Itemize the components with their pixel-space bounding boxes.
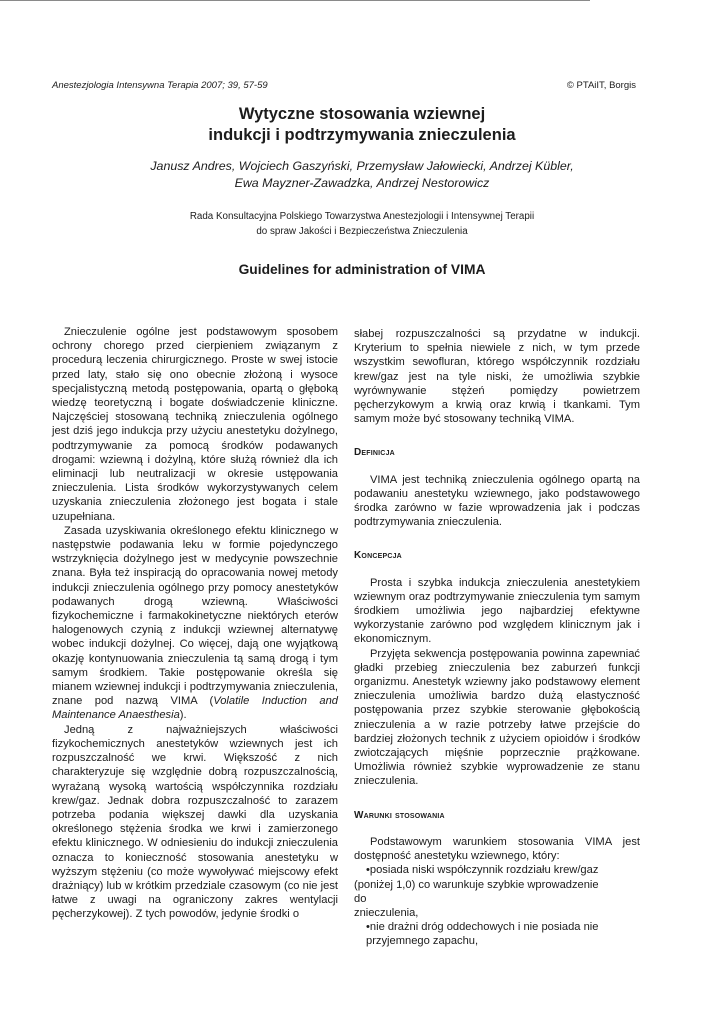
list-item: do: [354, 892, 367, 905]
left-column: [52, 325, 338, 922]
paragraph: Przyjęta sekwencja postępowania powinna zapewniać gładki przebieg znieczulenia bez zaburzeń funkcji organizmu. Anestetyk wziewny jako podstawowy element znieczulenia umożliwia bardzo dużą elastyczność postępowania przez szybkie sterowanie głębokością znieczulenia a w razie potrzeby łatwe przejście do bardziej złożonych technik z użyciem opioidów i środków zwiotczających mięśnie poprzecznie prążkowane. Umożliwia również szybkie wyprowadzenie ze stanu znieczulenia.: [354, 647, 640, 788]
paragraph-text: Zasada uzyskiwania określonego efektu klinicznego w następstwie podawania leku w formie pojedynczego wstrzyknięcia dożylnego jest w medycynie powszechnie znana. Była też inspiracją do opracowania nowej metody indukcji znieczulenia ogólnego przy pomocy anestetyków podawanych drogą wziewną. Właściwości fizykochemiczne i farmakokinetyczne niektórych eterów halogenowych czynią z indukcji wziewnej alternatywę wobec indukcji dożylnej. Co więcej, dają one wyjątkową okazję kontynuowania znieczulenia tą samą drogą i tym samym środkiem. Takie postępowanie określa się mianem wziewnej indukcji i podtrzymywania znieczulenia, znane pod nazwą VIMA (: [52, 524, 338, 708]
list-item: znieczulenia,: [354, 906, 419, 919]
paragraph-text: ).: [179, 709, 187, 722]
authors-line-1: Janusz Andres, Wojciech Gaszyński, Przemysław Jałowiecki, Andrzej Kübler,: [150, 159, 574, 173]
article-title: [52, 104, 672, 146]
list-item: •nie drażni dróg oddechowych i nie posiada nie: [366, 921, 599, 934]
list-item: •posiada niski współczynnik rozdziału krew/gaz: [366, 864, 599, 877]
authors: [52, 158, 672, 192]
authors-line-2: Ewa Mayzner-Zawadzka, Andrzej Nestorowicz: [234, 176, 490, 190]
paragraph: Znieczulenie ogólne jest podstawowym sposobem ochrony chorego przed cierpieniem związanym z procedurą leczenia chirurgicznego. Proste w swej istocie przed laty, stało się ono obecnie złożoną i wysoce specjalistyczną metodą postępowania, opartą o głęboką wiedzę teoretyczną i bogate doświadczenie kliniczne. Najczęściej stosowaną techniką znieczulenia ogólnego jest dziś jego indukcja przy użyciu anestetyku dożylnego, podtrzymywanie za pomocą środków podawanych drogami: wziewną i dożylną, które służą również dla ich eliminacji lub neutralizacji w okresie ustępowania znieczulenia. Lista środków wykorzystywanych celem uzyskania znieczulenia złożonego jest bogata i stale uzupełniana.: [52, 326, 338, 523]
affiliation-line-2: do spraw Jakości i Bezpieczeństwa Znieczulenia: [256, 226, 468, 237]
paragraph: Prosta i szybka indukcja znieczulenia anestetykiem wziewnym oraz podtrzymywanie znieczulenia tym samym środkiem umożliwia jego najbardziej efektywne wykorzystanie zarówno pod względem klinicznym jak i ekonomicznym.: [354, 576, 640, 646]
journal-citation: Anestezjologia Intensywna Terapia 2007; 39, 57-59: [52, 80, 268, 91]
paragraph: słabej rozpuszczalności są przydatne w indukcji. Kryterium to spełnia niewiele z nich, w tym przede wszystkim sewofluran, którego współczynnik rozdziału krew/gaz jest na tyle niski, że umożliwia szybkie wyrównywanie stężeń pomiędzy powietrzem pęcherzykowym a krwią oraz krwią i tkankami. Tym samym może być stosowany techniką VIMA.: [354, 328, 640, 426]
title-line-1: Wytyczne stosowania wziewnej: [238, 105, 486, 123]
list-item: przyjemnego zapachu,: [366, 935, 479, 948]
title-line-2: indukcji i podtrzymywania znieczulenia: [208, 126, 516, 144]
section-heading-definicja: Definicja: [354, 447, 395, 459]
top-rule: [0, 0, 590, 1]
paragraph: Jedną z najważniejszych właściwości fizykochemicznych anestetyków wziewnych jest ich rozpuszczalność we krwi. Większość z nich charakteryzuje się względnie dobrą rozpuszczalnością, wyrażaną wysoką wartością współczynnika rozdziału krew/gaz. Jednak dobra rozpuszczalność to zarazem potrzeba podania większej dawki dla uzyskania określonego stężenia środka we krwi i zamierzonego efektu klinicznego. W odniesieniu do indukcji znieczulenia oznacza to konieczność stosowania anestetyku w wyższym stężeniu (co może wywoływać miejscowy efekt drażniący) lub w krótkim przedziale czasowym (co nie jest łatwe z uwagi na ograniczony zakres wentylacji pęcherzykowej). Z tych powodów, jedynie środki o: [52, 723, 338, 921]
section-heading-koncepcja: Koncepcja: [354, 550, 402, 562]
copyright: © PTAiIT, Borgis: [566, 80, 636, 91]
right-column: [354, 327, 640, 949]
requirements-list: [354, 863, 640, 948]
affiliation-line-1: Rada Konsultacyjna Polskiego Towarzystwa Anestezjologii i Intensywnej Terapii: [189, 211, 535, 222]
paragraph: [52, 524, 338, 723]
paragraph: VIMA jest techniką znieczulenia ogólnego opartą na podawaniu anestetyku wziewnego, jako podstawowego środka zarówno w fazie wprowadzenia jak i podczas podtrzymywania znieczulenia.: [354, 473, 640, 529]
english-title: Guidelines for administration of VIMA: [238, 262, 486, 277]
affiliation: [52, 209, 672, 239]
list-item: (poniżej 1,0) co warunkuje szybkie wprowadzenie: [354, 878, 599, 891]
italic-term: Volatile Induction and Maintenance Anaesthesia: [52, 695, 338, 722]
section-heading-warunki: Warunki stosowania: [354, 809, 445, 821]
paragraph: Podstawowym warunkiem stosowania VIMA jest dostępność anestetyku wziewnego, który:: [354, 835, 640, 863]
